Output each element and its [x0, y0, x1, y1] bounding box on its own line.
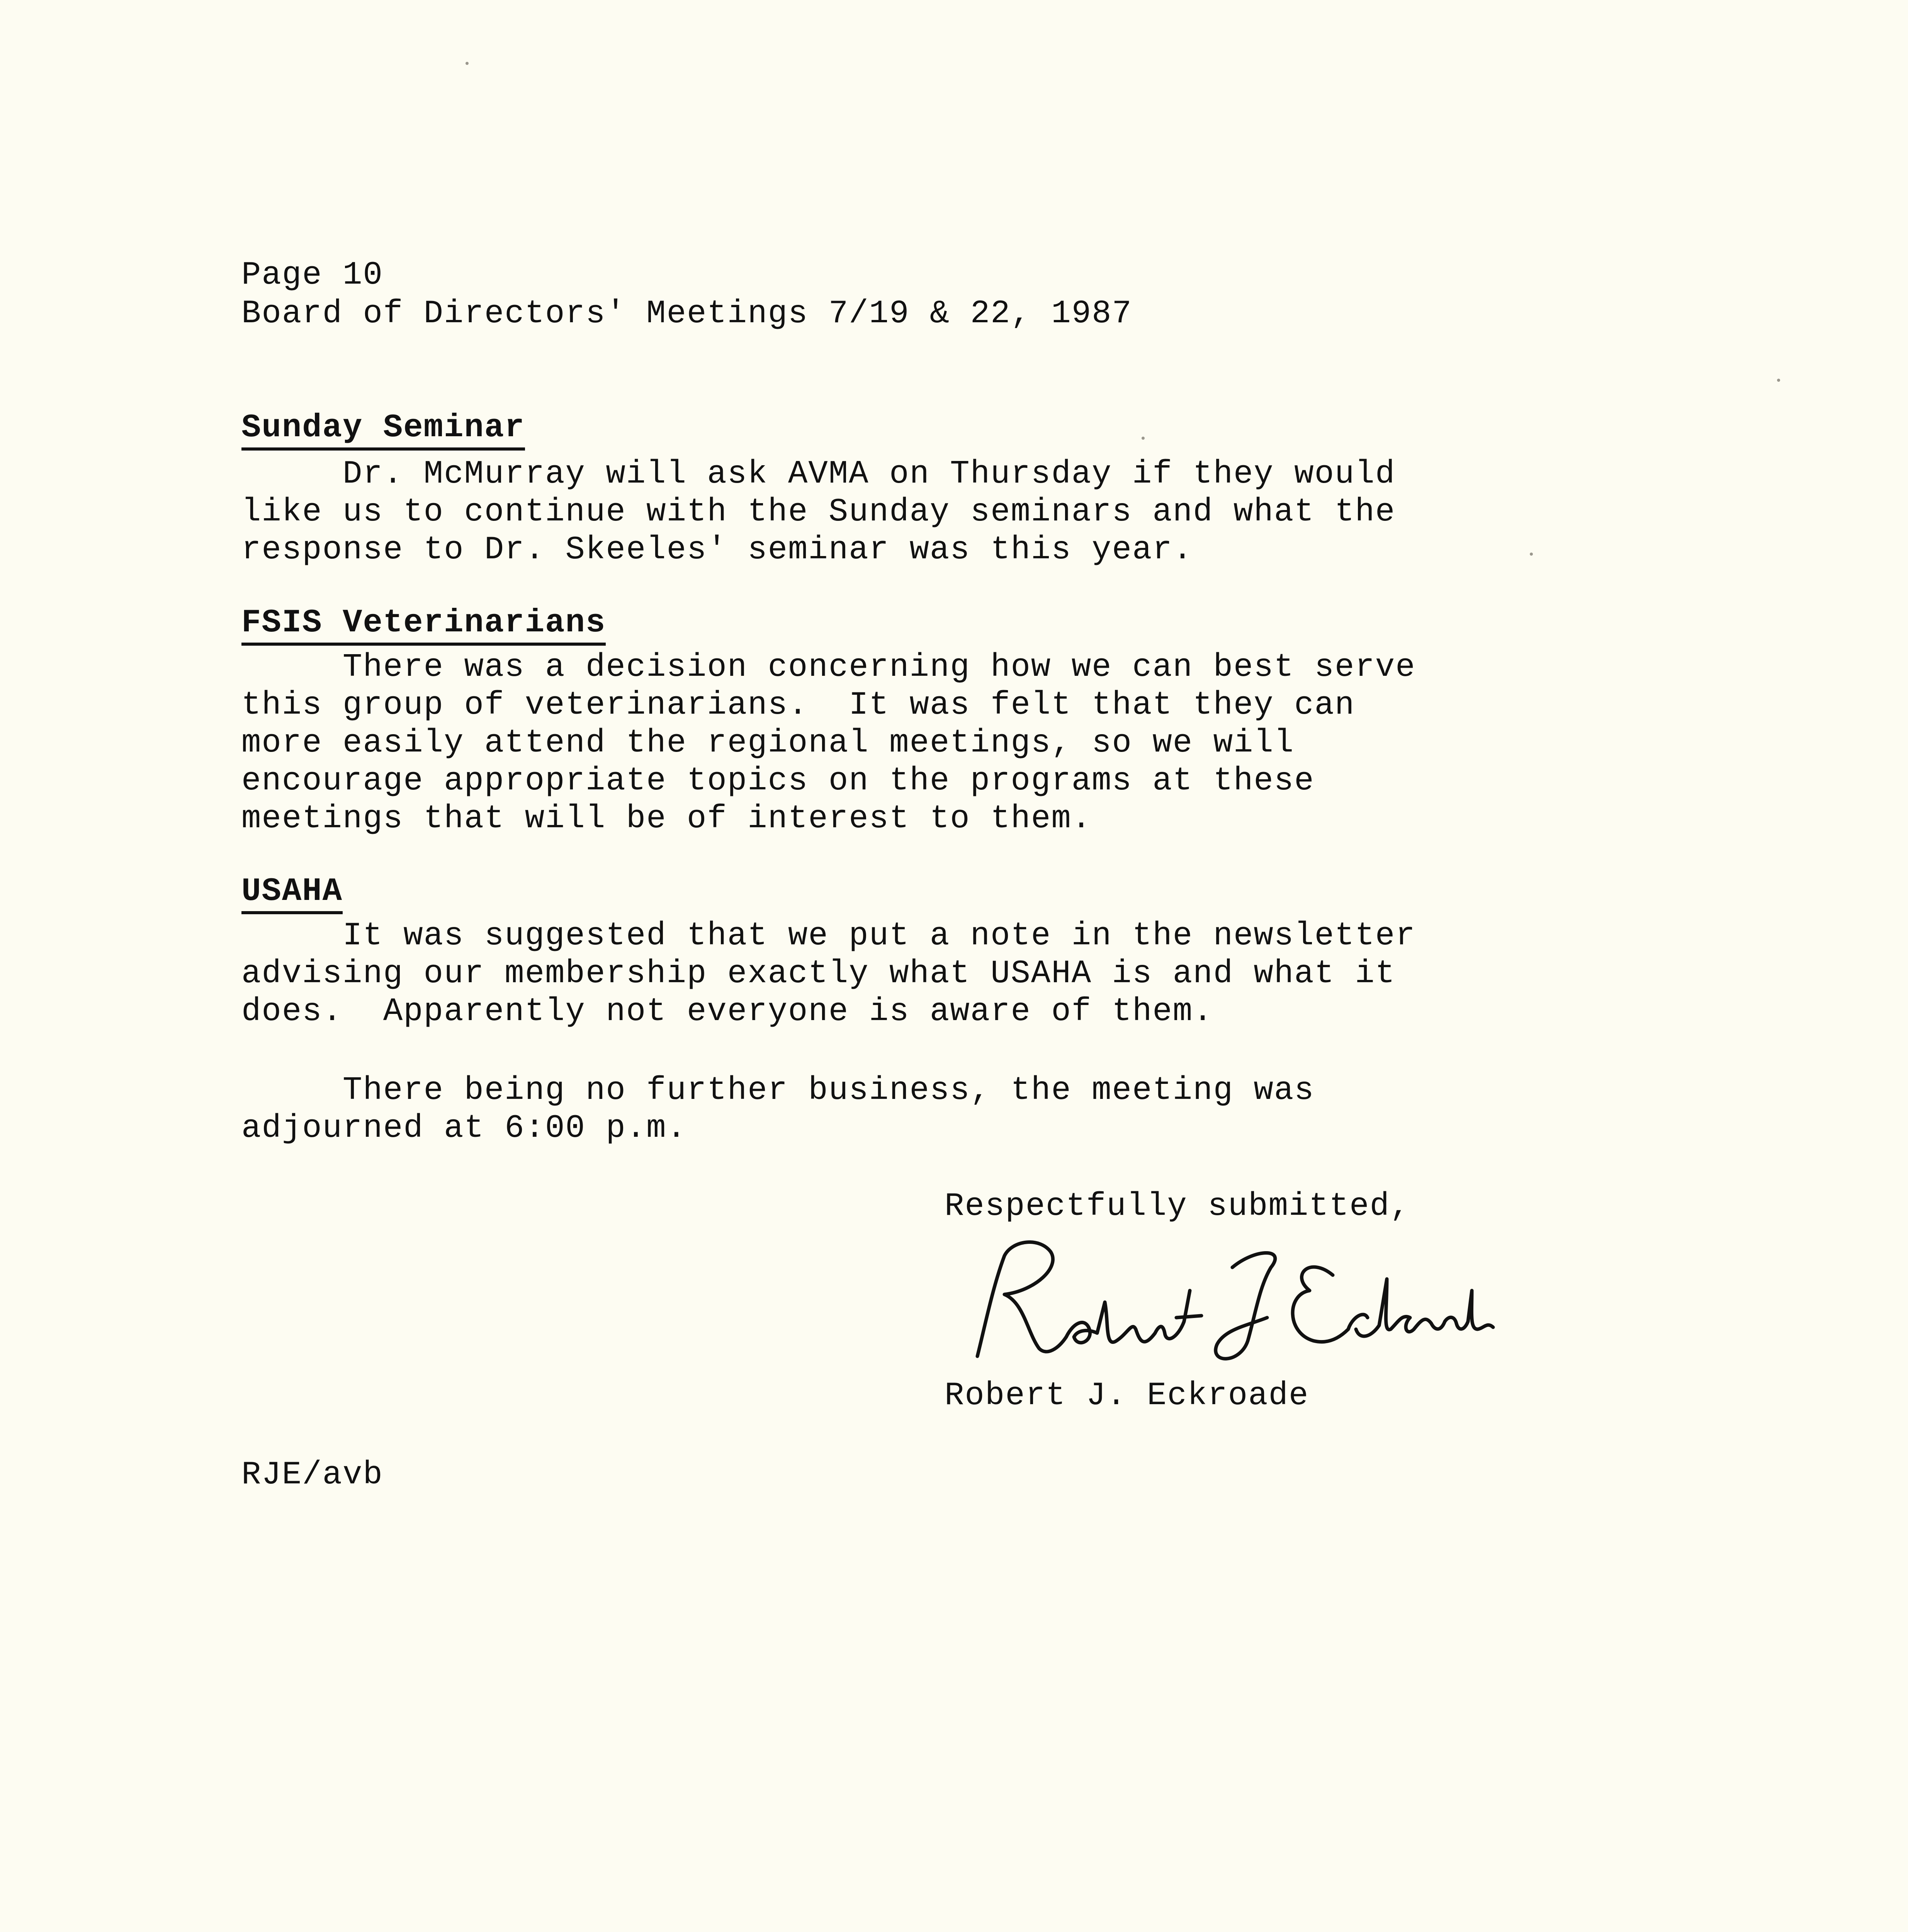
meeting-title: Board of Directors' Meetings 7/19 & 22, 1987: [241, 296, 1132, 332]
signature: [962, 1233, 1495, 1372]
fsis-line-1: There was a decision concerning how we can best serve: [241, 649, 1416, 686]
fsis-line-3: more easily attend the regional meetings, so we will: [241, 725, 1295, 762]
paper-speck: [466, 62, 469, 65]
sunday-seminar-line-3: response to Dr. Skeeles' seminar was this year.: [241, 532, 1193, 568]
section-heading-sunday-seminar: Sunday Seminar: [241, 410, 525, 451]
section-heading-usaha: USAHA: [241, 873, 343, 914]
fsis-line-5: meetings that will be of interest to them.: [241, 801, 1092, 837]
fsis-line-4: encourage appropriate topics on the programs at these: [241, 763, 1315, 799]
usaha-line-3: does. Apparently not everyone is aware of them.: [241, 993, 1213, 1030]
sunday-seminar-line-1: Dr. McMurray will ask AVMA on Thursday if they would: [241, 456, 1396, 493]
paper-speck: [1530, 553, 1533, 556]
usaha-line-2: advising our membership exactly what USAHA is and what it: [241, 956, 1396, 992]
usaha-line-1: It was suggested that we put a note in the newsletter: [241, 918, 1416, 954]
sunday-seminar-line-2: like us to continue with the Sunday seminars and what the: [241, 494, 1396, 531]
paper-speck: [1777, 379, 1780, 382]
typist-initials: RJE/avb: [241, 1457, 383, 1493]
paper-speck: [1142, 437, 1145, 440]
section-heading-fsis-veterinarians: FSIS Veterinarians: [241, 605, 606, 646]
closing-line-2: adjourned at 6:00 p.m.: [241, 1110, 687, 1147]
salutation: Respectfully submitted,: [945, 1188, 1410, 1225]
closing-line-1: There being no further business, the meeting was: [241, 1072, 1315, 1109]
page-number: Page 10: [241, 257, 383, 294]
fsis-line-2: this group of veterinarians. It was felt that they can: [241, 687, 1355, 724]
signer-name: Robert J. Eckroade: [945, 1378, 1309, 1414]
